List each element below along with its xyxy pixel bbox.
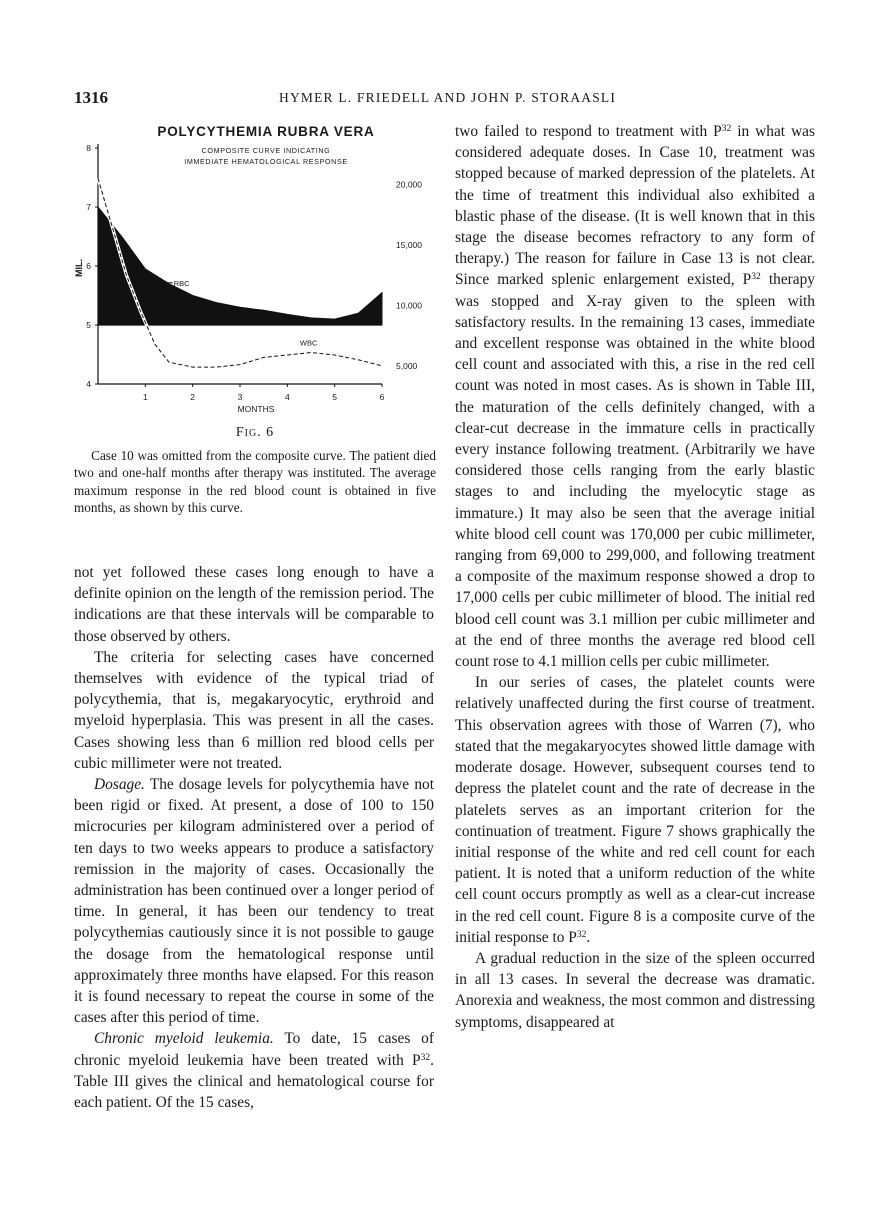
paragraph-dosage: [74, 774, 434, 1028]
paragraph: [455, 121, 815, 672]
figure-6: [74, 120, 436, 540]
paragraph-text: therapy was stopped and X-ray given to the spleen with satisfactory results. In the remaining 13 cases, immediate and excellent response was obtained in the white blood cell count and associated with this, a rise in the red cell count was noted in most cases. As is shown in Table III, the maturation of the cells definitely changed, with a clear-cut decrease in the immature cells in practically every instance following treatment. (Arbitrarily we have considered those cells ranging from the early blastic stages to and including the myelocytic stage as immature.) It may also be seen that the average initial white blood cell count was 170,000 per cubic millimeter, ranging from 69,000 to 299,000, and following treatment a composite of the maximum response showed a drop to 17,000 cells per cubic millimeter of blood. The initial red blood cell count was 3.1 million per cubic millimeter and at the end of three months the average red blood cell count rose to 4.1 million cells per cubic millimeter.: [455, 271, 815, 671]
right-column: [455, 121, 815, 1033]
paragraph-text: The dosage levels for polycythemia have not been rigid or fixed. At present, a dose of 100 to 150 microcuries per kilogram administered over a period of ten days to two weeks appears to produce a satisfactory remission in the majority of cases. Occasionally the administration has been continued over a longer period of time. In general, it has been our tendency to treat polycythemias cautiously since it is not possible to gauge the dosage from the hematological response until approximately three months have elapsed. For this reason it is found necessary to repeat the course in some of the cases after this period of time.: [74, 776, 434, 1027]
x-axis-label: MONTHS: [237, 404, 275, 414]
x-tick-label: 4: [284, 392, 290, 402]
x-tick-label: 2: [190, 392, 196, 402]
paragraph-cml: [74, 1028, 434, 1113]
paragraph: [455, 672, 815, 948]
x-tick-label: 3: [237, 392, 243, 402]
paragraph-text: To date, 15 cases of chronic myeloid leukemia have been treated with P: [74, 1030, 434, 1069]
paragraph-text: . Table III gives the clinical and hematological course for each patient. Of the 15 cases,: [74, 1051, 434, 1112]
superscript: 32: [420, 1051, 431, 1063]
page-header: [74, 88, 814, 110]
y-right-tick-label: 10,000: [396, 300, 422, 311]
y-left-tick-label: 6: [86, 261, 91, 271]
figure-caption: Case 10 was omitted from the composite curve. The patient died two and one-half months after therapy was instituted. The average maximum response in the red blood count is obtained in five months, as shown by this curve.: [74, 448, 436, 516]
y-left-tick-label: 4: [86, 379, 91, 389]
paragraph-text: In our series of cases, the platelet counts were relatively unaffected during the first course of treatment. This observation agrees with those of Warren (7), who stated that the megakaryocytes showed little damage with moderate dosage. However, subsequent courses tend to depress the platelet count and the rate of decrease in the platelets serves as an important criterion for the continuation of treatment. Figure 7 shows graphically the initial response of the white and red cell count for each patient. It is noted that a uniform reduction of the white cell count occurs promptly as well as a clear-cut increase in the red cell count. Figure 8 is a composite curve of the initial response to P: [455, 674, 815, 946]
chart-subtitle-line-2: IMMEDIATE HEMATOLOGICAL RESPONSE: [184, 157, 348, 166]
y-right-tick-label: 20,000: [396, 179, 422, 190]
y-left-tick-label: 5: [86, 320, 91, 330]
y-right-tick-label: 5,000: [396, 360, 418, 371]
x-tick-label: 1: [142, 392, 148, 402]
rbc-series-label: RBC: [173, 278, 190, 288]
paragraph: not yet followed these cases long enough to have a definite opinion on the length of the remission period. The indications are that these intervals will be comparable to those observed by others.: [74, 564, 434, 645]
polycythemia-chart: [74, 120, 436, 420]
superscript: 32: [721, 122, 732, 134]
superscript: 32: [576, 928, 587, 940]
chart-title: POLYCYTHEMIA RUBRA VERA: [157, 124, 375, 139]
run-in-heading: Chronic myeloid leukemia.: [94, 1030, 274, 1048]
superscript: 32: [751, 271, 761, 283]
running-head: HYMER L. FRIEDELL AND JOHN P. STORAASLI: [279, 90, 617, 105]
paragraph-text: in what was considered adequate doses. In Case 10, treatment was stopped because of marked depression of the platelets. At the time of treatment this individual also exhibited a blastic phase of the disease. (It is well known that in this stage the disease becomes refractory to any form of therapy.) The reason for failure in Case 13 is not clear. Since marked splenic enlargement existed, P: [455, 123, 815, 289]
y-axis-label: MIL.: [74, 259, 84, 277]
paragraph-text: two failed to respond to treatment with P: [455, 123, 722, 140]
y-right-tick-label: 15,000: [396, 239, 422, 250]
paragraph: A gradual reduction in the size of the spleen occurred in all 13 cases. In several the decrease was dramatic. Anorexia and weakness, the most common and distressing symptoms, disappeared at: [455, 949, 815, 1031]
paragraph: The criteria for selecting cases have concerned themselves with evidence of the typical triad of polycythemia, that is, megakaryocytic, erythroid and myeloid hyperplasia. This was present in all the cases. Cases showing less than 6 million red blood cells per cubic millimeter were not treated.: [74, 648, 434, 772]
y-left-tick-label: 7: [86, 202, 91, 212]
page-number: 1316: [74, 88, 108, 107]
y-left-tick-label: 8: [86, 143, 91, 153]
x-tick-label: 5: [332, 392, 338, 402]
chart-subtitle-line-1: COMPOSITE CURVE INDICATING: [201, 146, 331, 155]
figure-label: Fig. 6: [235, 425, 275, 440]
run-in-heading: Dosage.: [94, 776, 145, 794]
paragraph-text: .: [586, 928, 591, 946]
left-column: [74, 562, 434, 1113]
x-tick-label: 6: [379, 392, 385, 402]
wbc-series-label: WBC: [299, 338, 318, 348]
